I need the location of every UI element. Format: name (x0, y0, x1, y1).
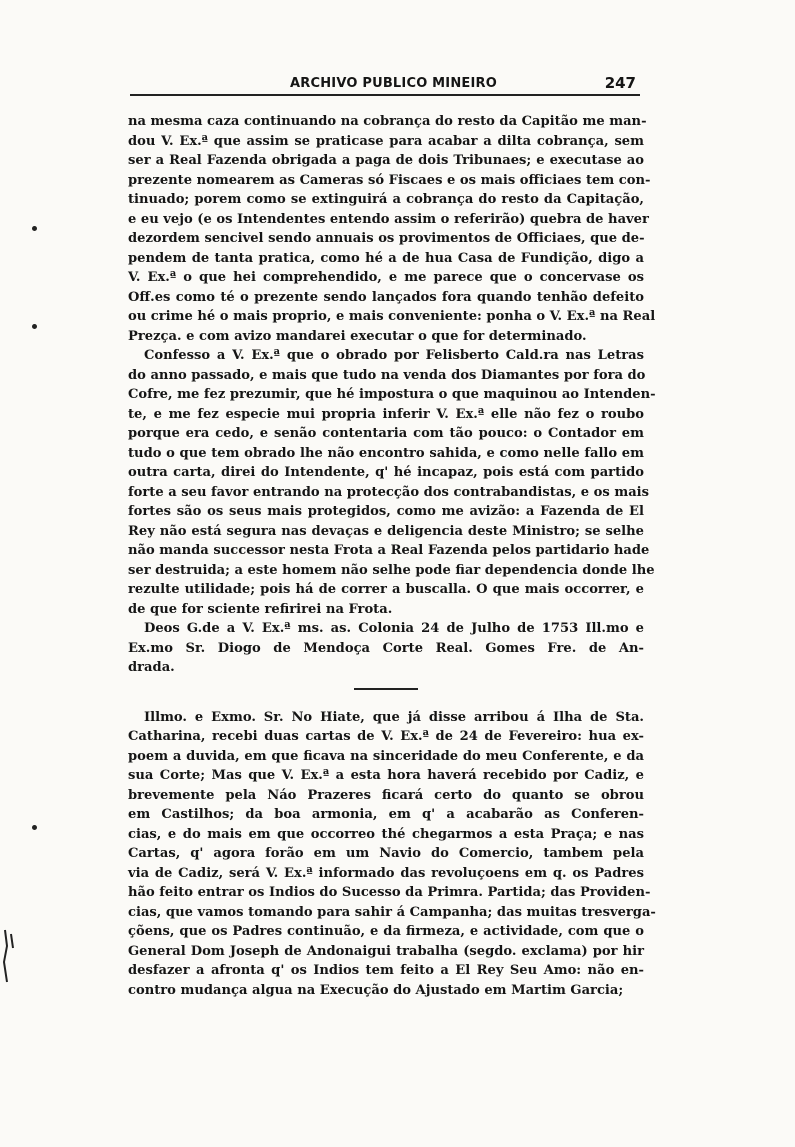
page-edge-mark (0, 926, 16, 986)
text-line: contro mudança algua na Execução do Ajustado em Martim Garcia; (128, 982, 624, 998)
page-number: 247 (604, 74, 636, 92)
text-line: Confesso a V. Ex.ª que o obrado por Felisberto Cald.ra nas Letras (144, 348, 644, 363)
text-line: porque era cedo, e senão contentaria com tão pouco: o Contador em (128, 426, 644, 441)
journal-title: ARCHIVO PUBLICO MINEIRO (290, 76, 498, 91)
text-line: Rey não está segura nas devaças e deligencia deste Ministro; se selhe (128, 523, 644, 539)
text-line: ou crime hé o mais proprio, e mais conveniente: ponha o V. Ex.ª na Real (128, 309, 656, 324)
text-line: drada. (128, 660, 175, 675)
text-line: te, e me fez especie mui propria inferir V. Ex.ª elle não fez o roubo (128, 406, 644, 422)
text-line: em Castilhos; da boa armonia, em q' a acabarão as Conferen- (128, 807, 644, 822)
text-line: de que for sciente refirirei na Frota. (128, 601, 393, 617)
page-body (128, 112, 656, 1000)
text-line: Prezça. e com avizo mandarei executar o que for determinado. (128, 328, 587, 344)
paragraph (128, 112, 656, 346)
text-line: rezulte utilidade; pois há de correr a buscalla. O que mais occorrer, e (128, 582, 644, 597)
text-line: prezente nomearem as Cameras só Fiscaes e os mais officiaes tem con- (128, 172, 651, 188)
text-line: General Dom Joseph de Andonaigui trabalha (segdo. exclama) por hir (128, 943, 644, 959)
text-line: poem a duvida, em que ficava na sinceridade do meu Conferente, e da (128, 748, 644, 764)
text-line: tinuado; porem como se extinguirá a cobrança do resto da Capitação, (128, 192, 644, 207)
text-line: dezordem sencivel sendo annuais os provimentos de Officiaes, que de- (128, 231, 645, 246)
text-line: desfazer a afronta q' os Indios tem feito a El Rey Seu Amo: não en- (128, 963, 644, 978)
text-line: çõens, que os Padres continuão, e da firmeza, e actividade, com que o (128, 924, 644, 939)
text-line: Illmo. e Exmo. Sr. No Hiate, que já disse arribou á Ilha de Sta. (144, 709, 644, 725)
text-line: pendem de tanta pratica, como hé a de hua Casa de Fundição, digo a (128, 250, 644, 266)
text-line: cias, que vamos tomando para sahir á Campanha; das muitas tresverga- (128, 904, 656, 920)
text-line: ser destruida; a este homem não selhe pode fiar dependencia donde lhe (128, 562, 655, 578)
text-line: ser a Real Fazenda obrigada a paga de dois Tribunaes; e executase ao (128, 153, 644, 168)
text-line: na mesma caza continuando na cobrança do resto da Capitão me man- (128, 114, 647, 129)
text-line: Cofre, me fez prezumir, que hé impostura o que maquinou ao Intenden- (128, 387, 656, 402)
text-line: tudo o que tem obrado lhe não encontro sahida, e como nelle fallo em (128, 445, 644, 461)
text-line: via de Cadiz, será V. Ex.ª informado das revoluçoens em q. os Padres (128, 865, 644, 881)
margin-dot (32, 825, 37, 830)
text-line: Off.es como té o prezente sendo lançados fora quando tenhão defeito (128, 289, 644, 305)
text-line: Catharina, recebi duas cartas de V. Ex.ª de 24 de Fevereiro: hua ex- (128, 729, 644, 744)
running-header (130, 74, 640, 96)
paragraph (128, 619, 644, 678)
text-line: Ex.mo Sr. Diogo de Mendoça Corte Real. Gomes Fre. de An- (128, 640, 644, 656)
text-line: Cartas, q' agora forão em um Navio do Comercio, tambem pela (128, 846, 644, 861)
paragraph (128, 708, 656, 1001)
text-line: V. Ex.ª o que hei comprehendido, e me parece que o concervase os (128, 270, 644, 285)
section-separator (354, 688, 418, 690)
text-line: Deos G.de a V. Ex.ª ms. as. Colonia 24 de Julho de 1753 Ill.mo e (144, 621, 644, 636)
text-line: forte a seu favor entrando na protecção dos contrabandistas, e os mais (128, 484, 650, 500)
header-rule (130, 94, 640, 96)
margin-dot (32, 226, 37, 231)
paragraph (128, 346, 656, 619)
text-line: brevemente pela Náo Prazeres ficará certo do quanto se obrou (128, 787, 644, 803)
text-line: e eu vejo (e os Intendentes entendo assim o referirão) quebra de haver (128, 211, 649, 227)
text-line: não manda successor nesta Frota a Real Fazenda pelos partidario hade (128, 543, 650, 558)
margin-dot (32, 324, 37, 329)
text-line: sua Corte; Mas que V. Ex.ª a esta hora haverá recebido por Cadiz, e (128, 768, 644, 783)
text-line: outra carta, direi do Intendente, q' hé incapaz, pois está com partido (128, 465, 644, 480)
text-line: fortes são os seus mais protegidos, como me avizão: a Fazenda de El (128, 504, 644, 519)
text-line: dou V. Ex.ª que assim se praticase para acabar a dilta cobrança, sem (128, 133, 644, 149)
text-line: cias, e do mais em que occorreo thé chegarmos a esta Praça; e nas (128, 826, 644, 842)
text-line: do anno passado, e mais que tudo na venda dos Diamantes por fora do (128, 367, 646, 383)
text-line: hão feito entrar os Indios do Sucesso da Primra. Partida; das Providen- (128, 885, 651, 900)
